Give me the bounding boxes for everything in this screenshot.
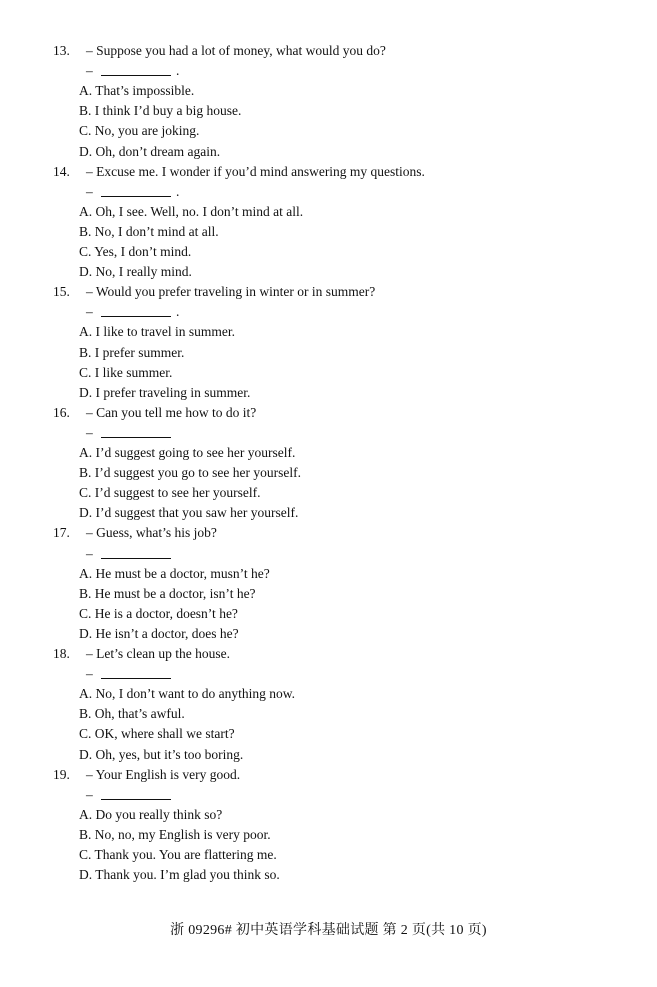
answer-dash: – [86, 304, 93, 320]
answer-option[interactable]: A. Do you really think so? [79, 806, 223, 822]
answer-blank[interactable] [101, 196, 171, 197]
answer-option[interactable]: B. Oh, that’s awful. [79, 706, 185, 722]
answer-period: . [176, 183, 180, 199]
answer-blank[interactable] [101, 558, 171, 559]
question-stem: – Guess, what’s his job? [86, 525, 217, 541]
answer-option[interactable]: B. I prefer summer. [79, 344, 185, 360]
answer-option[interactable]: D. I prefer traveling in summer. [79, 384, 251, 400]
answer-option[interactable]: A. I’d suggest going to see her yourself. [79, 445, 296, 460]
answer-option[interactable]: D. I’d suggest that you saw her yourself. [79, 505, 299, 521]
answer-option[interactable]: A. I like to travel in summer. [79, 324, 235, 340]
answer-option[interactable]: D. Oh, don’t dream again. [79, 143, 221, 159]
question-number: 15. [53, 284, 70, 300]
answer-option[interactable]: C. I’d suggest to see her yourself. [79, 485, 261, 501]
answer-dash: – [86, 424, 93, 440]
answer-blank[interactable] [101, 799, 171, 800]
answer-period: . [176, 63, 180, 79]
answer-option[interactable]: B. He must be a doctor, isn’t he? [79, 585, 256, 601]
page-footer: 浙 09296# 初中英语学科基础试题 第 2 页(共 10 页) [170, 923, 487, 938]
answer-option[interactable]: A. That’s impossible. [79, 83, 195, 99]
answer-option[interactable]: B. I’d suggest you go to see her yourself. [79, 465, 301, 481]
question-stem: – Your English is very good. [86, 766, 241, 782]
answer-option[interactable]: A. Oh, I see. Well, no. I don’t mind at all. [79, 203, 304, 219]
answer-dash: – [86, 666, 93, 682]
question-stem: – Excuse me. I wonder if you’d mind answering my questions. [86, 163, 425, 179]
answer-option[interactable]: D. He isn’t a doctor, does he? [79, 625, 239, 641]
answer-option[interactable]: D. Oh, yes, but it’s too boring. [79, 746, 244, 762]
question-stem: – Would you prefer traveling in winter or in summer? [86, 284, 376, 300]
question-number: 13. [53, 43, 70, 58]
question-stem: – Can you tell me how to do it? [86, 404, 257, 420]
answer-dash: – [86, 545, 93, 561]
answer-option[interactable]: B. No, no, my English is very poor. [79, 826, 271, 842]
answer-option[interactable]: C. OK, where shall we start? [79, 726, 235, 742]
answer-blank[interactable] [101, 75, 171, 76]
answer-option[interactable]: B. I think I’d buy a big house. [79, 103, 242, 119]
question-number: 18. [53, 646, 70, 661]
answer-blank[interactable] [101, 437, 171, 438]
answer-option[interactable]: C. Yes, I don’t mind. [79, 244, 192, 259]
answer-option[interactable]: A. He must be a doctor, musn’t he? [79, 565, 270, 581]
question-number: 14. [53, 163, 70, 179]
answer-option[interactable]: B. No, I don’t mind at all. [79, 223, 219, 239]
answer-option[interactable]: D. Thank you. I’m glad you think so. [79, 867, 280, 883]
answer-option[interactable]: A. No, I don’t want to do anything now. [79, 686, 295, 702]
question-number: 16. [53, 404, 70, 420]
answer-dash: – [86, 786, 93, 802]
question-stem: – Suppose you had a lot of money, what would you do? [86, 43, 386, 58]
answer-blank[interactable] [101, 678, 171, 679]
answer-option[interactable]: C. No, you are joking. [79, 123, 200, 139]
question-number: 19. [53, 766, 70, 782]
answer-option[interactable]: C. He is a doctor, doesn’t he? [79, 605, 238, 621]
question-stem: – Let’s clean up the house. [86, 646, 230, 661]
answer-option[interactable]: C. I like summer. [79, 364, 173, 380]
answer-dash: – [86, 183, 93, 199]
answer-period: . [176, 304, 180, 320]
answer-option[interactable]: D. No, I really mind. [79, 264, 192, 280]
question-number: 17. [53, 525, 70, 541]
answer-blank[interactable] [101, 316, 171, 317]
answer-dash: – [86, 63, 93, 79]
answer-option[interactable]: C. Thank you. You are flattering me. [79, 847, 277, 862]
